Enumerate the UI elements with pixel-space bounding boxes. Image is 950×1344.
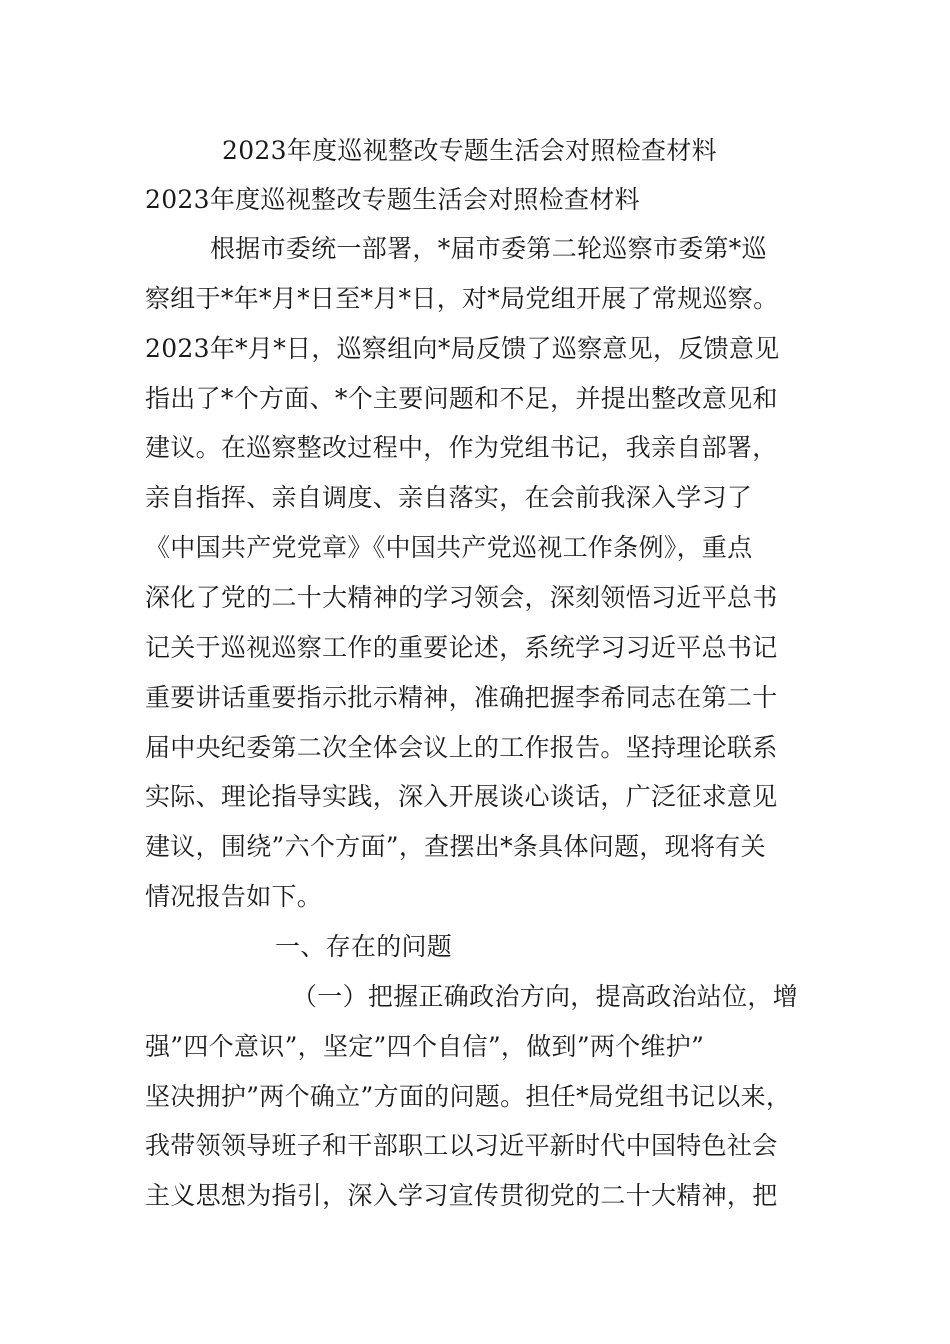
paragraph-line: 根据市委统一部署，*届市委第二轮巡察市委第*巡 bbox=[210, 234, 767, 263]
paragraph-line: 情况报告如下。 bbox=[145, 882, 323, 911]
paragraph-line: 记关于巡视巡察工作的重要论述，系统学习习近平总书记 bbox=[145, 633, 778, 662]
paragraph-line: 指出了*个方面、*个主要问题和不足，并提出整改意见和 bbox=[145, 384, 778, 413]
paragraph-line: 坚决拥护”两个确立”方面的问题。担任*局党组书记以来， bbox=[145, 1082, 792, 1111]
paragraph-line: 2023年*月*日，巡察组向*局反馈了巡察意见，反馈意见 bbox=[145, 334, 780, 363]
document-title: 2023年度巡视整改专题生活会对照检查材料 bbox=[222, 136, 717, 165]
paragraph-line: 我带领领导班子和干部职工以习近平新时代中国特色社会 bbox=[145, 1131, 778, 1160]
paragraph-line: 届中央纪委第二次全体会议上的工作报告。坚持理论联系 bbox=[145, 733, 778, 762]
paragraph-line: 建议。在巡察整改过程中，作为党组书记，我亲自部署， bbox=[145, 433, 778, 462]
paragraph-line: 主义思想为指引，深入学习宣传贯彻党的二十大精神，把 bbox=[145, 1181, 778, 1210]
paragraph-line: 强”四个意识”，坚定”四个自信”，做到”两个维护” bbox=[145, 1032, 705, 1061]
section-heading: 一、存在的问题 bbox=[275, 932, 453, 961]
paragraph-line: 实际、理论指导实践，深入开展谈心谈话，广泛征求意见 bbox=[145, 782, 778, 811]
paragraph-line: 《中国共产党党章》《中国共产党巡视工作条例》，重点 bbox=[145, 533, 753, 562]
paragraph-line: 察组于*年*月*日至*月*日，对*局党组开展了常规巡察。 bbox=[145, 284, 779, 313]
paragraph-line: 重要讲话重要指示批示精神，准确把握李希同志在第二十 bbox=[145, 683, 778, 712]
paragraph-line: 亲自指挥、亲自调度、亲自落实，在会前我深入学习了 bbox=[145, 483, 753, 512]
document-subtitle: 2023年度巡视整改专题生活会对照检查材料 bbox=[145, 185, 640, 214]
paragraph-line: 深化了党的二十大精神的学习领会，深刻领悟习近平总书 bbox=[145, 583, 778, 612]
paragraph-line: 建议，围绕”六个方面”，查摆出*条具体问题，现将有关 bbox=[145, 832, 766, 861]
paragraph-line: （一）把握正确政治方向，提高政治站位，增 bbox=[292, 982, 799, 1011]
